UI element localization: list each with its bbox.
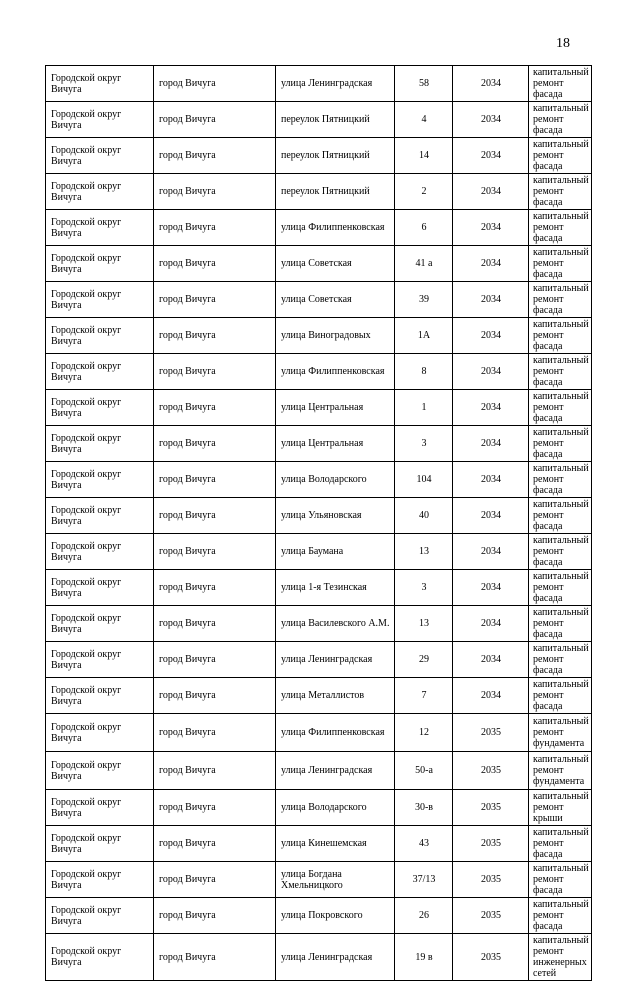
table-row: [46, 102, 592, 138]
cell-work: капитальный ремонт крыши: [529, 790, 592, 826]
cell-work: капитальный ремонт фасада: [529, 66, 592, 102]
cell-district: Городской округ Вичуга: [46, 246, 154, 282]
cell-district: Городской округ Вичуга: [46, 752, 154, 790]
cell-house: 41 а: [395, 246, 453, 282]
cell-year: 2034: [453, 210, 529, 246]
cell-work: капитальный ремонт фасада: [529, 102, 592, 138]
cell-district: Городской округ Вичуга: [46, 862, 154, 898]
cell-district: Городской округ Вичуга: [46, 102, 154, 138]
cell-house: 19 в: [395, 934, 453, 981]
cell-street: улица Металлистов: [276, 678, 395, 714]
cell-work: капитальный ремонт фасада: [529, 174, 592, 210]
table-row: [46, 174, 592, 210]
cell-district: Городской округ Вичуга: [46, 426, 154, 462]
cell-house: 39: [395, 282, 453, 318]
cell-city: город Вичуга: [154, 318, 276, 354]
cell-house: 29: [395, 642, 453, 678]
cell-city: город Вичуга: [154, 862, 276, 898]
cell-district: Городской округ Вичуга: [46, 282, 154, 318]
table-row: [46, 282, 592, 318]
table-row: [46, 826, 592, 862]
cell-street: улица Филиппенковская: [276, 210, 395, 246]
cell-street: улица Филиппенковская: [276, 354, 395, 390]
cell-district: Городской округ Вичуга: [46, 138, 154, 174]
cell-year: 2034: [453, 246, 529, 282]
cell-year: 2034: [453, 534, 529, 570]
cell-city: город Вичуга: [154, 678, 276, 714]
cell-city: город Вичуга: [154, 752, 276, 790]
cell-year: 2034: [453, 138, 529, 174]
cell-city: город Вичуга: [154, 534, 276, 570]
table-row: [46, 354, 592, 390]
cell-house: 13: [395, 606, 453, 642]
cell-house: 12: [395, 714, 453, 752]
cell-city: город Вичуга: [154, 210, 276, 246]
table-row: [46, 862, 592, 898]
cell-work: капитальный ремонт фасада: [529, 390, 592, 426]
cell-city: город Вичуга: [154, 790, 276, 826]
cell-city: город Вичуга: [154, 246, 276, 282]
cell-city: город Вичуга: [154, 714, 276, 752]
table-row: [46, 318, 592, 354]
cell-year: 2035: [453, 714, 529, 752]
cell-work: капитальный ремонт фасада: [529, 898, 592, 934]
cell-year: 2035: [453, 934, 529, 981]
cell-work: капитальный ремонт фасада: [529, 426, 592, 462]
cell-year: 2034: [453, 282, 529, 318]
cell-street: переулок Пятницкий: [276, 102, 395, 138]
table-row: [46, 934, 592, 981]
cell-year: 2034: [453, 462, 529, 498]
cell-work: капитальный ремонт фасада: [529, 246, 592, 282]
cell-district: Городской округ Вичуга: [46, 66, 154, 102]
cell-street: улица Виноградовых: [276, 318, 395, 354]
cell-house: 1А: [395, 318, 453, 354]
table-row: [46, 752, 592, 790]
cell-city: город Вичуга: [154, 66, 276, 102]
cell-work: капитальный ремонт фасада: [529, 678, 592, 714]
cell-work: капитальный ремонт фасада: [529, 606, 592, 642]
cell-year: 2035: [453, 790, 529, 826]
table-row: [46, 66, 592, 102]
cell-house: 2: [395, 174, 453, 210]
table-row: [46, 606, 592, 642]
cell-district: Городской округ Вичуга: [46, 606, 154, 642]
cell-year: 2034: [453, 606, 529, 642]
cell-street: улица Ленинградская: [276, 66, 395, 102]
cell-year: 2034: [453, 498, 529, 534]
cell-street: улица Центральная: [276, 390, 395, 426]
cell-work: капитальный ремонт фасада: [529, 498, 592, 534]
cell-house: 6: [395, 210, 453, 246]
cell-street: улица Покровского: [276, 898, 395, 934]
page-number: 18: [556, 36, 570, 51]
cell-year: 2035: [453, 752, 529, 790]
cell-street: улица Ленинградская: [276, 642, 395, 678]
cell-street: улица 1-я Тезинская: [276, 570, 395, 606]
table-row: [46, 898, 592, 934]
cell-district: Городской округ Вичуга: [46, 714, 154, 752]
repair-schedule-table: [45, 65, 592, 981]
cell-city: город Вичуга: [154, 642, 276, 678]
cell-house: 3: [395, 426, 453, 462]
cell-year: 2034: [453, 678, 529, 714]
cell-street: улица Филиппенковская: [276, 714, 395, 752]
cell-city: город Вичуга: [154, 462, 276, 498]
cell-district: Городской округ Вичуга: [46, 826, 154, 862]
table-row: [46, 390, 592, 426]
cell-street: улица Ленинградская: [276, 752, 395, 790]
cell-work: капитальный ремонт фасада: [529, 138, 592, 174]
cell-work: капитальный ремонт фасада: [529, 318, 592, 354]
cell-street: улица Володарского: [276, 790, 395, 826]
cell-house: 30-в: [395, 790, 453, 826]
cell-district: Городской округ Вичуга: [46, 498, 154, 534]
cell-house: 104: [395, 462, 453, 498]
cell-city: город Вичуга: [154, 282, 276, 318]
table-row: [46, 498, 592, 534]
table-row: [46, 534, 592, 570]
table-row: [46, 138, 592, 174]
cell-house: 3: [395, 570, 453, 606]
cell-district: Городской округ Вичуга: [46, 354, 154, 390]
table-row: [46, 714, 592, 752]
cell-city: город Вичуга: [154, 570, 276, 606]
table-row: [46, 678, 592, 714]
cell-street: улица Баумана: [276, 534, 395, 570]
cell-year: 2034: [453, 390, 529, 426]
cell-city: город Вичуга: [154, 354, 276, 390]
cell-house: 7: [395, 678, 453, 714]
cell-house: 37/13: [395, 862, 453, 898]
cell-district: Городской округ Вичуга: [46, 174, 154, 210]
cell-district: Городской округ Вичуга: [46, 210, 154, 246]
cell-city: город Вичуга: [154, 498, 276, 534]
cell-house: 1: [395, 390, 453, 426]
cell-street: переулок Пятницкий: [276, 138, 395, 174]
cell-house: 14: [395, 138, 453, 174]
cell-year: 2035: [453, 862, 529, 898]
cell-district: Городской округ Вичуга: [46, 390, 154, 426]
table-body: [46, 66, 592, 981]
cell-house: 8: [395, 354, 453, 390]
cell-house: 40: [395, 498, 453, 534]
cell-year: 2034: [453, 426, 529, 462]
cell-work: капитальный ремонт фасада: [529, 862, 592, 898]
cell-district: Городской округ Вичуга: [46, 934, 154, 981]
cell-work: капитальный ремонт фасада: [529, 210, 592, 246]
cell-work: капитальный ремонт фасада: [529, 534, 592, 570]
cell-year: 2034: [453, 102, 529, 138]
cell-house: 4: [395, 102, 453, 138]
cell-street: улица Советская: [276, 246, 395, 282]
cell-house: 50-а: [395, 752, 453, 790]
cell-city: город Вичуга: [154, 898, 276, 934]
cell-city: город Вичуга: [154, 606, 276, 642]
cell-work: капитальный ремонт фундамента: [529, 752, 592, 790]
cell-street: улица Советская: [276, 282, 395, 318]
cell-work: капитальный ремонт фасада: [529, 570, 592, 606]
cell-district: Городской округ Вичуга: [46, 318, 154, 354]
cell-work: капитальный ремонт фасада: [529, 282, 592, 318]
cell-city: город Вичуга: [154, 426, 276, 462]
cell-year: 2035: [453, 826, 529, 862]
table-row: [46, 790, 592, 826]
cell-city: город Вичуга: [154, 138, 276, 174]
cell-year: 2034: [453, 318, 529, 354]
table-row: [46, 570, 592, 606]
cell-city: город Вичуга: [154, 390, 276, 426]
cell-year: 2034: [453, 354, 529, 390]
cell-city: город Вичуга: [154, 102, 276, 138]
cell-work: капитальный ремонт фасада: [529, 462, 592, 498]
table-row: [46, 246, 592, 282]
cell-district: Городской округ Вичуга: [46, 898, 154, 934]
cell-year: 2034: [453, 570, 529, 606]
cell-district: Городской округ Вичуга: [46, 678, 154, 714]
cell-street: улица Богдана Хмельницкого: [276, 862, 395, 898]
cell-street: улица Ульяновская: [276, 498, 395, 534]
cell-year: 2035: [453, 898, 529, 934]
cell-work: капитальный ремонт фасада: [529, 642, 592, 678]
cell-street: улица Кинешемская: [276, 826, 395, 862]
table-row: [46, 426, 592, 462]
cell-street: улица Володарского: [276, 462, 395, 498]
table-row: [46, 462, 592, 498]
cell-work: капитальный ремонт фасада: [529, 354, 592, 390]
cell-district: Городской округ Вичуга: [46, 534, 154, 570]
cell-year: 2034: [453, 174, 529, 210]
cell-street: улица Центральная: [276, 426, 395, 462]
cell-district: Городской округ Вичуга: [46, 642, 154, 678]
cell-city: город Вичуга: [154, 934, 276, 981]
cell-house: 26: [395, 898, 453, 934]
cell-work: капитальный ремонт инженерных сетей: [529, 934, 592, 981]
table-row: [46, 210, 592, 246]
table-row: [46, 642, 592, 678]
cell-work: капитальный ремонт фундамента: [529, 714, 592, 752]
cell-street: улица Ленинградская: [276, 934, 395, 981]
cell-street: переулок Пятницкий: [276, 174, 395, 210]
cell-district: Городской округ Вичуга: [46, 462, 154, 498]
cell-house: 58: [395, 66, 453, 102]
cell-year: 2034: [453, 66, 529, 102]
cell-district: Городской округ Вичуга: [46, 570, 154, 606]
cell-street: улица Василевского А.М.: [276, 606, 395, 642]
cell-house: 13: [395, 534, 453, 570]
cell-year: 2034: [453, 642, 529, 678]
cell-house: 43: [395, 826, 453, 862]
cell-work: капитальный ремонт фасада: [529, 826, 592, 862]
cell-city: город Вичуга: [154, 174, 276, 210]
cell-city: город Вичуга: [154, 826, 276, 862]
cell-district: Городской округ Вичуга: [46, 790, 154, 826]
